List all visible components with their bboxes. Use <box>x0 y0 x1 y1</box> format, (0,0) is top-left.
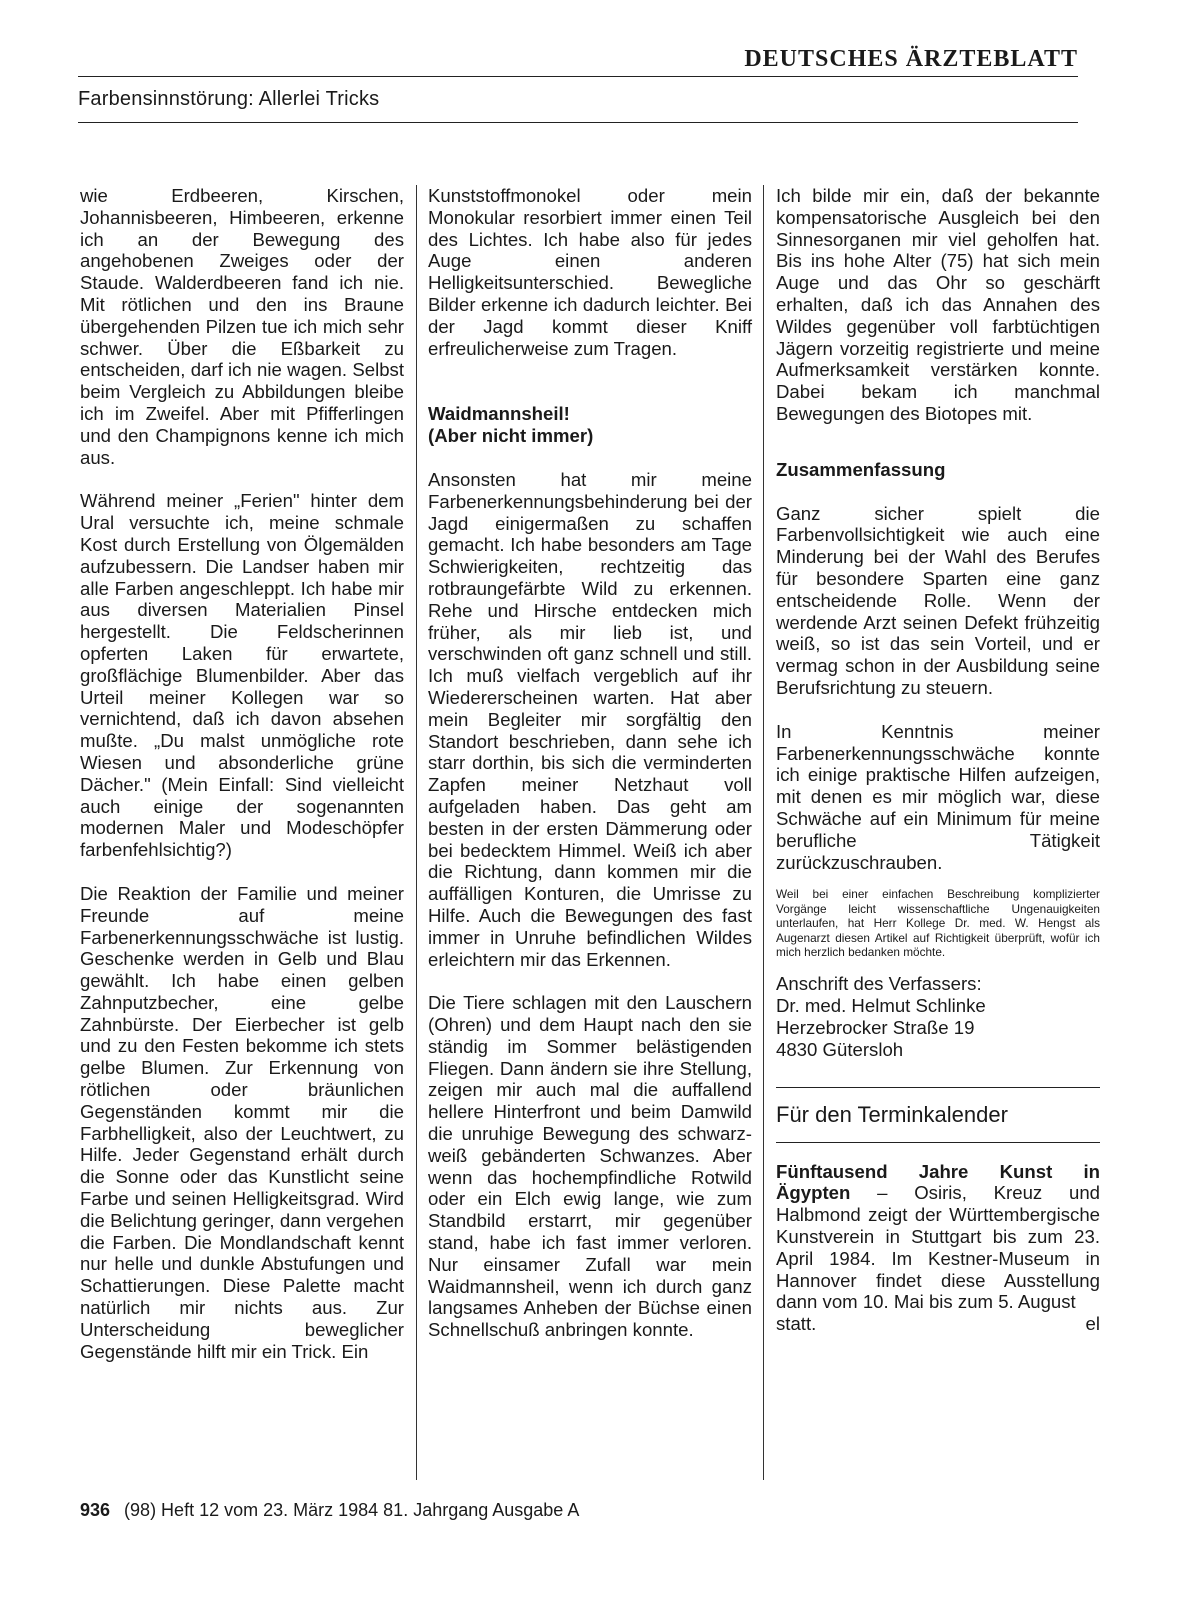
header-rule <box>78 76 1078 77</box>
page-number: 936 <box>80 1500 111 1520</box>
paragraph: Ich bilde mir ein, daß der bekannte kompensatorische Ausgleich bei den Sinnesorganen mir viel geholfen hat. Bis ins hohe Alter (75) hat sich mein Auge und das Ohr so geschärft erhalten, daß ich das Annahen des Wildes gegenüber voll farbtüchtigen Jägern vorzeitig registrierte und meine Aufmerksamkeit verstärken konnte. Dabei bekam ich manchmal Bewegungen des Biotopes mit. <box>776 185 1100 424</box>
calendar-entry <box>776 1161 1100 1335</box>
event-last-word: statt. <box>776 1313 817 1335</box>
address-street: Herzebrocker Straße 19 <box>776 1016 975 1038</box>
author-address <box>776 973 1100 1060</box>
event-text: – Osiris, Kreuz und Halbmond zeigt der Württembergische Kunstverein in Stuttgart bis zum 23. April 1984. Im Kestner-Museum in Hannover findet diese Ausstellung dann vom 10. Mai bis zum 5. August <box>776 1182 1100 1313</box>
paragraph: Ansonsten hat mir meine Farbenerkennungsbehinderung bei der Jagd einigermaßen zu schaffen gemacht. Ich habe besonders am Tage Schwierigkeiten, rechtzeitig das rotbraungefärbte Wild zu erkennen. Rehe und Hirsche entdecken mich früher, als mir lieb ist, und verschwinden oft ganz schnell und still. Ich muß vielfach vergeblich auf ihr Wiedererscheinen warten. Hat aber mein Begleiter mir sorgfältig den Standort beschrieben, dann sehe ich starr dorthin, bis sich die verminderten Zapfen meiner Netzhaut voll aufgeladen haben. Das geht am besten in der ersten Dämmerung oder bei bedecktem Himmel. Weiß ich aber die Richtung, dann kommen mir die auffälligen Konturen, die Umrisse zu Hilfe. Auch die Bewegungen des fast immer in Unruhe befindlichen Wildes erleichtern mir das Erkennen. <box>428 468 752 970</box>
acknowledgement-note: Weil bei einer einfachen Beschreibung komplizierter Vorgänge leicht wissenschaftliche Ungenauigkeiten unterlaufen, hat Herr Kollege Dr. med. W. Hengst als Augenarzt diesen Artikel auf Richtigkeit überprüft, wofür ich mich herzlich bedanken möchte. <box>776 887 1100 959</box>
author-sign: el <box>1085 1313 1100 1335</box>
column-divider <box>416 185 417 1480</box>
section-heading-sub: (Aber nicht immer) <box>428 425 594 447</box>
subtitle-rule <box>78 122 1078 123</box>
page-footer <box>80 1500 579 1521</box>
paragraph: Kunststoffmonokel oder mein Monokular resorbiert immer einen Teil des Lichtes. Ich habe also für jedes Auge einen anderen Helligkeitsunterschied. Bewegliche Bilder erkenne ich dadurch leichter. Bei der Jagd kommt dieser Kniff erfreulicherweise zum Tragen. <box>428 185 752 359</box>
address-city: 4830 Gütersloh <box>776 1038 904 1060</box>
paragraph: Die Tiere schlagen mit den Lauschern (Ohren) und dem Haupt nach den sie ständig im Sommer belästigenden Fliegen. Dann ändern sie ihre Stellung, zeigen mir auch mal die auffallend hellere Hinterfront und beim Damwild die unruhige Bewegung des schwarz-weiß gebänderten Schwanzes. Aber wenn das hochempfindliche Rotwild oder ein Elch ewig lange, wie zum Standbild erstarrt, mir gegenüber stand, habe ich fast immer verloren. Nur einsamer Zufall war mein Waidmannsheil, wenn ich durch ganz langsames Anheben der Büchse einen Schnellschuß anbringen konnte. <box>428 992 752 1341</box>
article-subtitle: Farbensinnstörung: Allerlei Tricks <box>78 88 380 110</box>
column-divider <box>763 185 764 1480</box>
address-label: Anschrift des Verfassers: <box>776 973 982 995</box>
section-heading: Waidmannsheil! <box>428 403 570 425</box>
paragraph: Die Reaktion der Familie und meiner Freunde auf meine Farbenerkennungsschwäche ist lustig. Geschenke werden in Gelb und Blau gewählt. Ich habe einen gelben Zahnputzbecher, eine gelbe Zahnbürste. Der Eierbecher ist gelb und zu den Festen bekomme ich stets gelbe Blumen. Zur Erkennung von rötlichen oder bräunlichen Gegenständen kommt mir die Farbhelligkeit, also der Leuchtwert, zu Hilfe. Jeder Gegenstand erhält durch die Sonne oder das Kunstlicht seine Farbe und seinen Helligkeitsgrad. Wird die Belichtung geringer, dann vergehen die Farben. Die Mondlandschaft kennt nur helle und dunkle Abstufungen und Schattierungen. Diese Palette macht natürlich mir nichts aus. Zur Unterscheidung beweglicher Gegenstände hilft mir ein Trick. Ein <box>80 882 404 1362</box>
paragraph: wie Erdbeeren, Kirschen, Johannisbeeren, Himbeeren, erkenne ich an der Bewegung des angehobenen Zweiges oder der Staude. Walderdbeeren fand ich nie. Mit rötlichen und den ins Braune übergehenden Pilzen tue ich mich sehr schwer. Über die Eßbarkeit zu entscheiden, darf ich nie wagen. Selbst beim Vergleich zu Abbildungen bleibe ich im Zweifel. Aber mit Pfifferlingen und den Champignons kenne ich mich aus. <box>80 185 404 468</box>
event-title: Fünftausend Jahre Kunst in Ägypten <box>776 1160 1100 1204</box>
paragraph: Während meiner „Ferien" hinter dem Ural versuchte ich, meine schmale Kost durch Erstellung von Ölgemälden aufzubessern. Die Landser haben mir alle Farben angeschleppt. Ich habe mir aus diversen Materialien Pinsel hergestellt. Die Feldscherinnen opferten Laken für erwartete, großflächige Blumenbilder. Aber das Urteil meiner Kollegen war so vernichtend, daß ich davon absehen mußte. „Du malst unmögliche rote Wiesen und absonderliche grüne Dächer." (Mein Einfall: Sind vielleicht auch einige der sogenannten modernen Maler und Modeschöpfer farbenfehlsichtig?) <box>80 490 404 861</box>
column-3 <box>776 185 1100 1335</box>
calendar-section-title: Für den Terminkalender <box>776 1101 1008 1127</box>
paragraph: Ganz sicher spielt die Farbenvollsichtigkeit wie auch eine Minderung bei der Wahl des Berufes für besondere Sparten eine ganz entscheidende Rolle. Wenn der werdende Arzt seinen Defekt frühzeitig weiß, so ist das sein Vorteil, und er vermag schon in der Ausbildung seine Berufsrichtung zu steuern. <box>776 502 1100 698</box>
issue-info: (98) Heft 12 vom 23. März 1984 81. Jahrgang Ausgabe A <box>124 1500 580 1520</box>
section-heading: Zusammenfassung <box>776 458 946 480</box>
column-2 <box>428 185 752 1341</box>
journal-title: DEUTSCHES ÄRZTEBLATT <box>744 46 1078 72</box>
column-1 <box>80 185 404 1362</box>
paragraph: In Kenntnis meiner Farbenerkennungsschwäche konnte ich einige praktische Hilfen aufzeigen, mit denen es mir möglich war, diese Schwäche auf ein Minimum für meine berufliche Tätigkeit zurückzuschrauben. <box>776 720 1100 873</box>
author-name: Dr. med. Helmut Schlinke <box>776 995 986 1017</box>
